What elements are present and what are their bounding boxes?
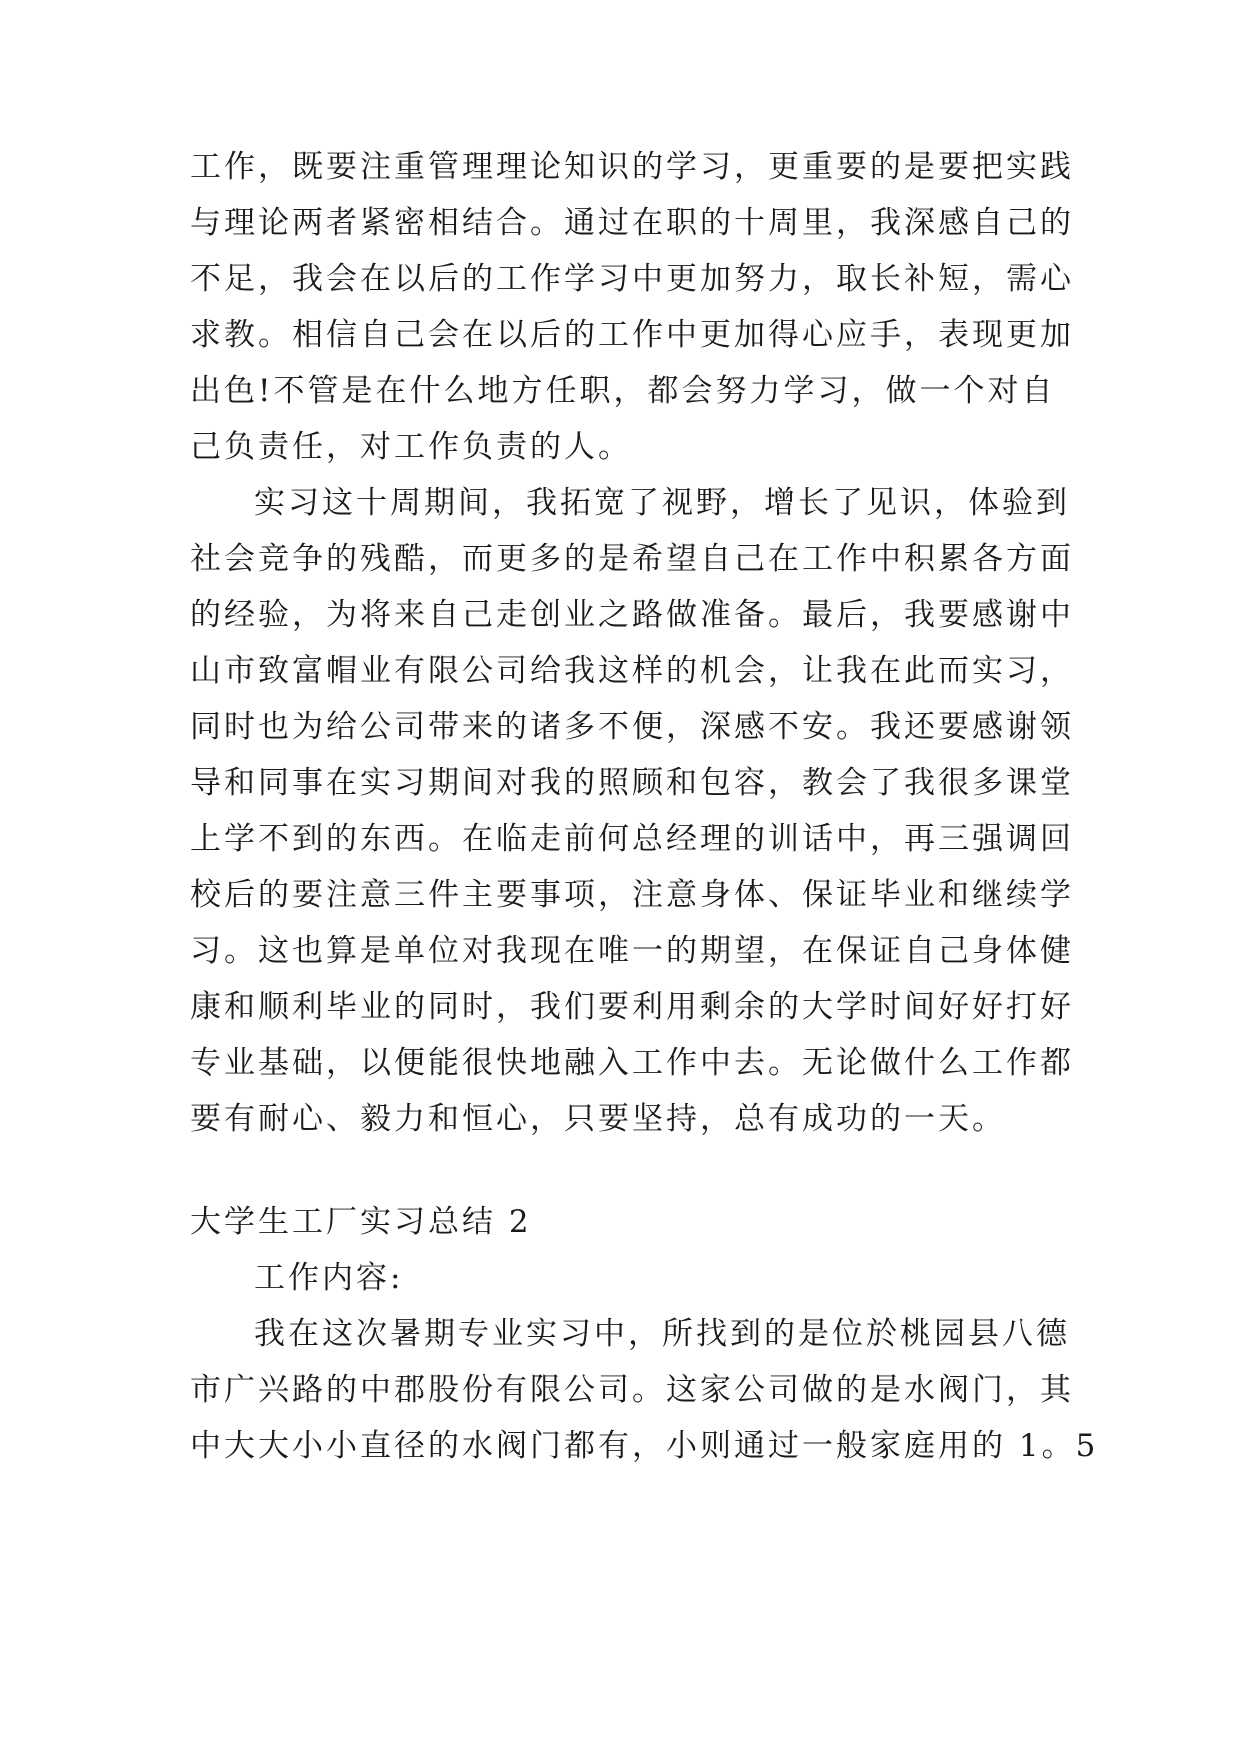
paragraph-line: 康和顺利毕业的同时，我们要利用剩余的大学时间好好打好 (190, 989, 1074, 1025)
paragraph-line: 中大大小小直径的水阀门都有，小则通过一般家庭用的 1。5 (190, 1428, 1099, 1464)
paragraph-line: 市广兴路的中郡股份有限公司。这家公司做的是水阀门，其 (190, 1372, 1074, 1408)
paragraph-line: 我在这次暑期专业实习中，所找到的是位於桃园县八德 (254, 1316, 1070, 1352)
paragraph-line: 求教。相信自己会在以后的工作中更加得心应手，表现更加 (190, 317, 1074, 353)
paragraph-line: 要有耐心、毅力和恒心，只要坚持，总有成功的一天。 (190, 1101, 1006, 1137)
paragraph-line: 出色!不管是在什么地方任职，都会努力学习，做一个对自 (190, 373, 1056, 409)
paragraph-line: 同时也为给公司带来的诸多不便，深感不安。我还要感谢领 (190, 709, 1074, 745)
paragraph-line: 导和同事在实习期间对我的照顾和包容，教会了我很多课堂 (190, 765, 1074, 801)
paragraph-line: 社会竞争的残酷，而更多的是希望自己在工作中积累各方面 (190, 541, 1074, 577)
paragraph-line: 习。这也算是单位对我现在唯一的期望，在保证自己身体健 (190, 933, 1074, 969)
paragraph-line: 己负责任，对工作负责的人。 (190, 429, 632, 465)
section-title: 大学生工厂实习总结 2 (190, 1204, 532, 1240)
paragraph-line: 上学不到的东西。在临走前何总经理的训话中，再三强调回 (190, 821, 1074, 857)
paragraph-line: 实习这十周期间，我拓宽了视野，增长了见识，体验到 (254, 485, 1070, 521)
paragraph-line: 山市致富帽业有限公司给我这样的机会，让我在此而实习， (190, 653, 1074, 689)
paragraph-line: 校后的要注意三件主要事项，注意身体、保证毕业和继续学 (190, 877, 1074, 913)
paragraph-line: 的经验，为将来自己走创业之路做准备。最后，我要感谢中 (190, 597, 1074, 633)
section-subheading: 工作内容: (254, 1260, 404, 1296)
paragraph-line: 与理论两者紧密相结合。通过在职的十周里，我深感自己的 (190, 205, 1074, 241)
paragraph-line: 专业基础，以便能很快地融入工作中去。无论做什么工作都 (190, 1045, 1074, 1081)
paragraph-line: 工作，既要注重管理理论知识的学习，更重要的是要把实践 (190, 149, 1074, 185)
paragraph-line: 不足，我会在以后的工作学习中更加努力，取长补短，需心 (190, 261, 1074, 297)
